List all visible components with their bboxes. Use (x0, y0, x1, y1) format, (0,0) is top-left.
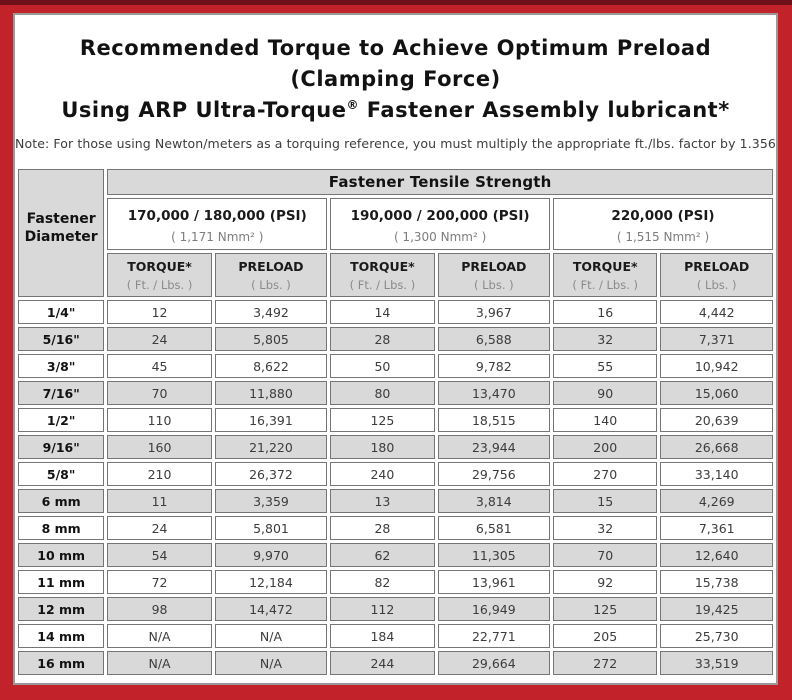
table-row (18, 543, 773, 567)
value-cell: 28 (330, 327, 434, 351)
value-cell: 25,730 (660, 624, 773, 648)
value-cell: 3,814 (438, 489, 550, 513)
value-cell: N/A (107, 624, 211, 648)
value-cell: 7,371 (660, 327, 773, 351)
tensile-strength-header: Fastener Tensile Strength (107, 169, 773, 195)
table-row (18, 651, 773, 675)
value-cell: 50 (330, 354, 434, 378)
value-cell: 270 (553, 462, 657, 486)
value-cell: 7,361 (660, 516, 773, 540)
value-cell: 90 (553, 381, 657, 405)
strength-group-190-200 (330, 198, 550, 250)
value-cell: 4,269 (660, 489, 773, 513)
diameter-cell: 9/16" (18, 435, 104, 459)
value-cell: 11 (107, 489, 211, 513)
title-line-1: Recommended Torque to Achieve Optimum Preload (Clamping Force) (79, 36, 712, 91)
value-cell: 10,942 (660, 354, 773, 378)
value-cell: 13,470 (438, 381, 550, 405)
value-cell: 9,970 (215, 543, 327, 567)
value-cell: 98 (107, 597, 211, 621)
diameter-cell: 8 mm (18, 516, 104, 540)
table-row (18, 624, 773, 648)
torque-table (15, 166, 776, 678)
table-row (18, 597, 773, 621)
value-cell: 112 (330, 597, 434, 621)
value-cell: 14 (330, 300, 434, 324)
diameter-cell: 7/16" (18, 381, 104, 405)
table-row (18, 300, 773, 324)
value-cell: 184 (330, 624, 434, 648)
diameter-cell: 1/4" (18, 300, 104, 324)
value-cell: 45 (107, 354, 211, 378)
value-cell: N/A (107, 651, 211, 675)
value-cell: 55 (553, 354, 657, 378)
table-row (18, 489, 773, 513)
value-cell: 72 (107, 570, 211, 594)
value-cell: 5,801 (215, 516, 327, 540)
value-cell: 28 (330, 516, 434, 540)
value-cell: 23,944 (438, 435, 550, 459)
value-cell: 16,391 (215, 408, 327, 432)
value-cell: 16 (553, 300, 657, 324)
value-cell: 12,640 (660, 543, 773, 567)
value-cell: 205 (553, 624, 657, 648)
value-cell: N/A (215, 651, 327, 675)
diameter-cell: 14 mm (18, 624, 104, 648)
value-cell: 19,425 (660, 597, 773, 621)
value-cell: 26,668 (660, 435, 773, 459)
value-cell: 3,492 (215, 300, 327, 324)
nmm-rating: ( 1,171 Nmm² ) (171, 230, 264, 244)
value-cell: 13 (330, 489, 434, 513)
value-cell: 9,782 (438, 354, 550, 378)
value-cell: 15 (553, 489, 657, 513)
strength-group-220 (553, 198, 773, 250)
value-cell: 92 (553, 570, 657, 594)
value-cell: 22,771 (438, 624, 550, 648)
torque-column-header: TORQUE* ( Ft. / Lbs. ) (553, 253, 657, 297)
table-row (18, 408, 773, 432)
value-cell: 33,519 (660, 651, 773, 675)
table-row (18, 570, 773, 594)
diameter-cell: 11 mm (18, 570, 104, 594)
value-cell: 5,805 (215, 327, 327, 351)
value-cell: 244 (330, 651, 434, 675)
value-cell: 70 (107, 381, 211, 405)
value-cell: 11,880 (215, 381, 327, 405)
value-cell: 20,639 (660, 408, 773, 432)
value-cell: 12,184 (215, 570, 327, 594)
diameter-cell: 3/8" (18, 354, 104, 378)
table-row (18, 327, 773, 351)
preload-column-header: PRELOAD ( Lbs. ) (660, 253, 773, 297)
page-title (15, 33, 776, 126)
note-text: Note: For those using Newton/meters as a torquing reference, you must multiply the appropriate ft./lbs. factor by 1.356 (15, 136, 776, 151)
value-cell: 54 (107, 543, 211, 567)
value-cell: 3,967 (438, 300, 550, 324)
value-cell: 24 (107, 327, 211, 351)
fastener-diameter-header: Fastener Diameter (18, 169, 104, 297)
nmm-rating: ( 1,515 Nmm² ) (616, 230, 710, 244)
value-cell: 200 (553, 435, 657, 459)
value-cell: N/A (215, 624, 327, 648)
preload-column-header: PRELOAD ( Lbs. ) (215, 253, 327, 297)
value-cell: 140 (553, 408, 657, 432)
strength-group-170-180 (107, 198, 327, 250)
diameter-cell: 5/16" (18, 327, 104, 351)
psi-rating: 190,000 / 200,000 (PSI) (350, 208, 530, 224)
value-cell: 125 (553, 597, 657, 621)
diameter-cell: 12 mm (18, 597, 104, 621)
value-cell: 125 (330, 408, 434, 432)
torque-column-header: TORQUE* ( Ft. / Lbs. ) (107, 253, 211, 297)
value-cell: 15,738 (660, 570, 773, 594)
value-cell: 32 (553, 327, 657, 351)
value-cell: 12 (107, 300, 211, 324)
diameter-cell: 10 mm (18, 543, 104, 567)
value-cell: 24 (107, 516, 211, 540)
value-cell: 210 (107, 462, 211, 486)
diameter-cell: 5/8" (18, 462, 104, 486)
value-cell: 29,756 (438, 462, 550, 486)
value-cell: 15,060 (660, 381, 773, 405)
table-body (18, 300, 773, 675)
value-cell: 16,949 (438, 597, 550, 621)
value-cell: 26,372 (215, 462, 327, 486)
psi-rating: 220,000 (PSI) (611, 208, 715, 224)
diameter-cell: 6 mm (18, 489, 104, 513)
value-cell: 29,664 (438, 651, 550, 675)
table-row (18, 435, 773, 459)
top-accent-strip (0, 0, 792, 5)
value-cell: 32 (553, 516, 657, 540)
table-row (18, 381, 773, 405)
value-cell: 13,961 (438, 570, 550, 594)
value-cell: 3,359 (215, 489, 327, 513)
value-cell: 18,515 (438, 408, 550, 432)
value-cell: 14,472 (215, 597, 327, 621)
preload-column-header: PRELOAD ( Lbs. ) (438, 253, 550, 297)
value-cell: 160 (107, 435, 211, 459)
value-cell: 62 (330, 543, 434, 567)
psi-rating: 170,000 / 180,000 (PSI) (127, 208, 307, 224)
content-area (13, 13, 778, 685)
diameter-cell: 16 mm (18, 651, 104, 675)
nmm-rating: ( 1,300 Nmm² ) (393, 230, 487, 244)
value-cell: 33,140 (660, 462, 773, 486)
value-cell: 180 (330, 435, 434, 459)
value-cell: 11,305 (438, 543, 550, 567)
torque-column-header: TORQUE* ( Ft. / Lbs. ) (330, 253, 434, 297)
value-cell: 70 (553, 543, 657, 567)
value-cell: 240 (330, 462, 434, 486)
value-cell: 110 (107, 408, 211, 432)
value-cell: 82 (330, 570, 434, 594)
diameter-cell: 1/2" (18, 408, 104, 432)
value-cell: 8,622 (215, 354, 327, 378)
table-row (18, 462, 773, 486)
value-cell: 80 (330, 381, 434, 405)
title-line-2: Using ARP Ultra-Torque® Fastener Assembly lubricant* (61, 98, 730, 122)
table-row (18, 354, 773, 378)
value-cell: 21,220 (215, 435, 327, 459)
registered-trademark-symbol: ® (346, 98, 359, 112)
value-cell: 6,588 (438, 327, 550, 351)
table-row (18, 516, 773, 540)
value-cell: 4,442 (660, 300, 773, 324)
value-cell: 6,581 (438, 516, 550, 540)
value-cell: 272 (553, 651, 657, 675)
